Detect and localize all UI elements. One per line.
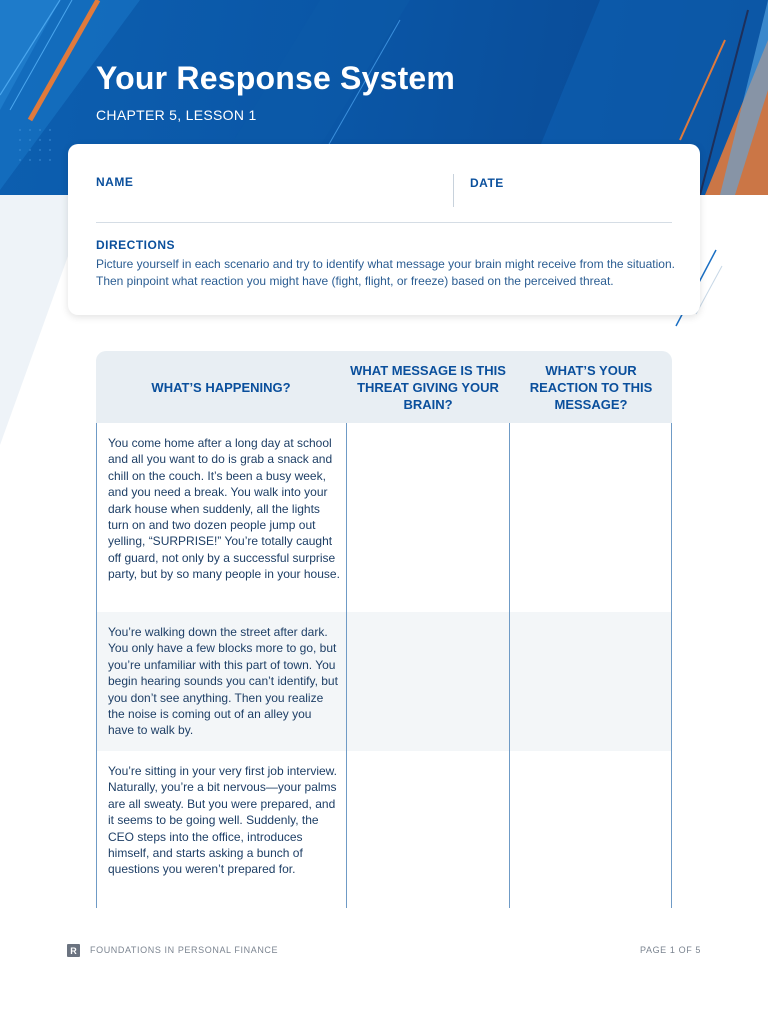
table-row — [96, 612, 672, 751]
student-info-card — [68, 144, 700, 315]
name-label: NAME — [96, 175, 134, 189]
column-header-happening: WHAT’S HAPPENING? — [151, 379, 291, 395]
table-row — [96, 423, 672, 612]
column-header-reaction: WHAT’S YOUR REACTION TO THIS MESSAGE? — [529, 362, 653, 412]
table-row — [96, 751, 672, 908]
page-subtitle: CHAPTER 5, LESSON 1 — [96, 107, 257, 123]
table-border-right — [671, 423, 672, 908]
scenario-text: You’re walking down the street after dark. You only have a few blocks more to go, but you’re unfamiliar with this part of town. You begin hearing sounds you can’t identify, but you don’t see anything. Then you realize the noise is coming out of an alley you have to walk by. — [108, 625, 338, 738]
column-divider — [509, 423, 510, 908]
scenario-text: You’re sitting in your very first job interview. Naturally, you’re a bit nervous—your palms are all sweaty. But you were prepared, and it seems to be going well. Suddenly, the CEO steps into the office, introduces himself, and starts asking a bunch of questions you weren’t prepared for. — [108, 764, 337, 877]
brand-logo-icon: R — [67, 944, 80, 957]
field-divider — [453, 174, 454, 207]
footer-program-name: FOUNDATIONS IN PERSONAL FINANCE — [90, 945, 279, 955]
table-border-left — [96, 423, 97, 908]
page-number: PAGE 1 OF 5 — [640, 945, 701, 955]
column-header-message: WHAT MESSAGE IS THIS THREAT GIVING YOUR BRAIN? — [350, 362, 506, 412]
scenario-table — [96, 351, 672, 908]
date-label: DATE — [470, 176, 504, 190]
table-header — [96, 351, 672, 423]
column-divider — [346, 423, 347, 908]
scenario-text: You come home after a long day at school and all you want to do is grab a snack and chill on the couch. It’s been a busy week, and you need a break. You walk into your dark house when suddenly, all the lights turn on and two dozen people jump out yelling, “SURPRISE!” You’re totally caught off guard, not only by a successful surprise party, but by so many people in your house. — [108, 436, 340, 582]
directions-text: Picture yourself in each scenario and try to identify what message your brain might receive from the situation. Then pinpoint what reaction you might have (fight, flight, or freeze) based on the perceived threat. — [96, 257, 675, 288]
directions-heading: DIRECTIONS — [96, 238, 176, 252]
page-title: Your Response System — [96, 60, 456, 96]
section-divider — [96, 222, 672, 223]
